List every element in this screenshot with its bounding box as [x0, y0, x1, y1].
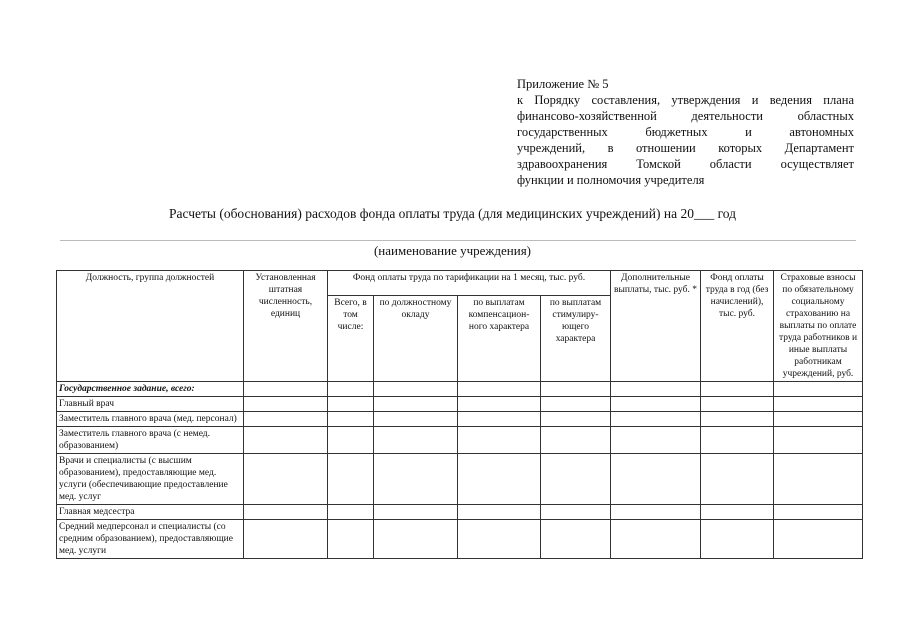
table-row [57, 505, 863, 520]
row-label: Заместитель главного врача (мед. персонал) [57, 412, 244, 427]
table-cell [611, 454, 701, 505]
row-label: Средний медперсонал и специалисты (со средним образованием), предоставляющие мед. услуги [57, 520, 244, 559]
appendix-line: функции и полномочия учредителя [517, 173, 705, 187]
appendix-line: государственных бюджетных и автономных [517, 125, 854, 139]
table-cell [774, 427, 863, 454]
table-cell [374, 397, 458, 412]
col-fund-group: Фонд оплаты труда по тарификации на 1 месяц, тыс. руб. [328, 271, 611, 296]
table-cell [374, 505, 458, 520]
table-row [57, 397, 863, 412]
table-cell [458, 505, 541, 520]
table-cell [774, 412, 863, 427]
table-cell [701, 427, 774, 454]
table-cell [541, 505, 611, 520]
table-cell [244, 505, 328, 520]
table-cell [701, 454, 774, 505]
table-header-row [57, 271, 863, 296]
table-cell [774, 382, 863, 397]
table-cell [328, 454, 374, 505]
table-cell [774, 454, 863, 505]
col-compensation: по выплатам компенсацион-ного характера [458, 296, 541, 382]
table-cell [541, 397, 611, 412]
table-cell [541, 454, 611, 505]
document-title: Расчеты (обоснования) расходов фонда оплаты труда (для медицинских учреждений) на 20___ год [168, 206, 737, 221]
appendix-heading: Приложение № 5 [517, 77, 609, 91]
table-cell [458, 454, 541, 505]
table-cell [458, 427, 541, 454]
table-cell [611, 412, 701, 427]
table-cell [244, 454, 328, 505]
table-cell [701, 382, 774, 397]
table-row [57, 520, 863, 559]
table-cell [541, 427, 611, 454]
table-cell [328, 505, 374, 520]
appendix-line: учреждений, в отношении которых Департамент [517, 141, 854, 155]
table-cell [611, 520, 701, 559]
table-row [57, 454, 863, 505]
table-cell [328, 382, 374, 397]
table-cell [328, 520, 374, 559]
table-cell [328, 397, 374, 412]
table-cell [458, 397, 541, 412]
table-row [57, 427, 863, 454]
table-cell [701, 397, 774, 412]
table-cell [701, 412, 774, 427]
table-cell [774, 520, 863, 559]
col-stimulating: по выплатам стимулиру-ющего характера [541, 296, 611, 382]
table-row [57, 382, 863, 397]
col-staff: Установленная штатная численность, единиц [244, 271, 328, 382]
table-row [57, 412, 863, 427]
table-cell [611, 397, 701, 412]
table-cell [541, 412, 611, 427]
table-cell [458, 520, 541, 559]
col-position: Должность, группа должностей [57, 271, 244, 382]
table-cell [374, 427, 458, 454]
table-cell [701, 505, 774, 520]
table-cell [374, 412, 458, 427]
table-cell [611, 382, 701, 397]
col-salary: по должностному окладу [374, 296, 458, 382]
institution-caption: (наименование учреждения) [373, 243, 532, 258]
table-cell [701, 520, 774, 559]
table-cell [244, 382, 328, 397]
col-additional: Дополнительные выплаты, тыс. руб. * [611, 271, 701, 382]
table-cell [458, 412, 541, 427]
col-total: Всего, в том числе: [328, 296, 374, 382]
table-cell [541, 520, 611, 559]
row-label: Главная медсестра [57, 505, 244, 520]
table-cell [611, 505, 701, 520]
table-cell [611, 427, 701, 454]
table-cell [458, 382, 541, 397]
row-label: Государственное задание, всего: [57, 382, 244, 397]
table-cell [774, 505, 863, 520]
col-insurance: Страховые взносы по обязательному социальному страхованию на выплаты по оплате труда работников и иные выплаты работникам учреждений, руб. [774, 271, 863, 382]
table-cell [374, 382, 458, 397]
table-cell [374, 454, 458, 505]
row-label: Заместитель главного врача (с немед. образованием) [57, 427, 244, 454]
col-annual-fund: Фонд оплаты труда в год (без начислений), тыс. руб. [701, 271, 774, 382]
appendix-line: здравоохранения Томской области осуществляет [517, 157, 854, 171]
table-cell [328, 427, 374, 454]
table-cell [328, 412, 374, 427]
table-cell [244, 412, 328, 427]
appendix-line: финансово-хозяйственной деятельности областных [517, 109, 854, 123]
appendix-note [517, 76, 854, 188]
institution-name-line [60, 240, 856, 241]
appendix-line: к Порядку составления, утверждения и ведения плана [517, 93, 854, 107]
table-cell [774, 397, 863, 412]
table-cell [244, 520, 328, 559]
row-label: Главный врач [57, 397, 244, 412]
payroll-table [56, 270, 863, 559]
table-cell [244, 427, 328, 454]
row-label: Врачи и специалисты (с высшим образованием), предоставляющие мед. услуги (обеспечивающие предоставление мед. услуг [57, 454, 244, 505]
table-cell [244, 397, 328, 412]
table-cell [374, 520, 458, 559]
table-cell [541, 382, 611, 397]
